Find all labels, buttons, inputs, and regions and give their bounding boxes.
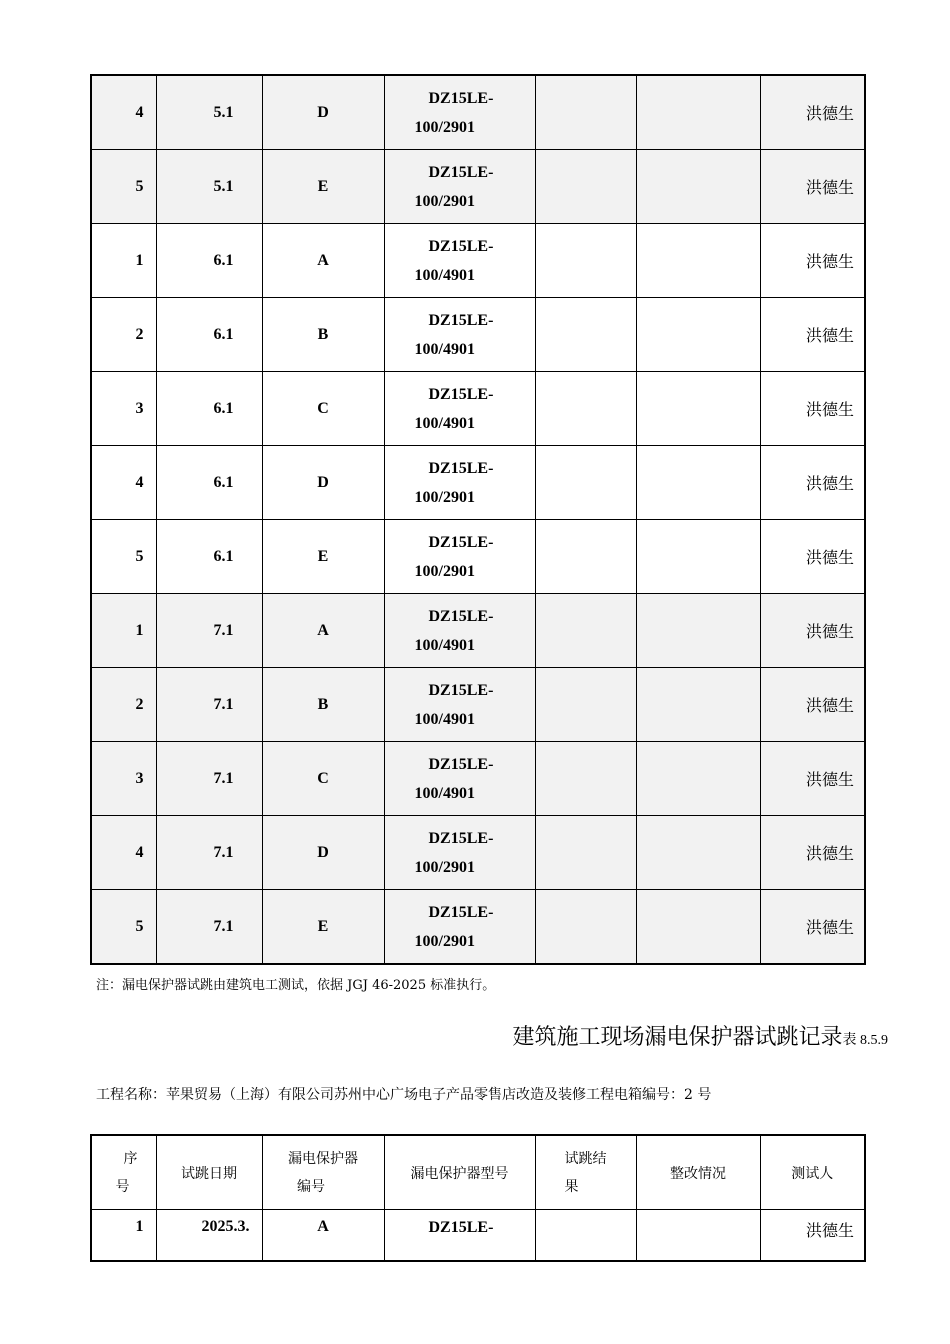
cell-tester: 洪德生 [760, 75, 865, 150]
cell-date: 5.1 [156, 150, 262, 224]
table-row [91, 816, 865, 890]
table-row [91, 594, 865, 668]
cell-seq: 3 [91, 742, 156, 816]
cell-breaker-no: A [262, 594, 384, 668]
cell-breaker-no: B [262, 668, 384, 742]
model-line-2: 100/2901 [414, 192, 475, 210]
table-header-row [91, 1135, 865, 1210]
cell-breaker-no: D [262, 75, 384, 150]
cell-result [535, 75, 636, 150]
cell-seq: 1 [91, 1210, 156, 1262]
cell-breaker-no: E [262, 150, 384, 224]
document-title [512, 1020, 888, 1051]
model-line-2: 100/4901 [414, 414, 475, 432]
table-row [91, 446, 865, 520]
cell-rectification [636, 520, 760, 594]
cell-result [535, 150, 636, 224]
cell-date: 6.1 [156, 298, 262, 372]
model-line-1: DZ15LE- [428, 163, 494, 181]
cell-rectification [636, 668, 760, 742]
cell-model [384, 520, 535, 594]
model-line-1: DZ15LE- [428, 903, 494, 921]
model-line-2: 100/4901 [414, 340, 475, 358]
title-text: 建筑施工现场漏电保护器试跳记录 [512, 1025, 843, 1050]
cell-seq: 4 [91, 446, 156, 520]
model-line-2: 100/2901 [414, 562, 475, 580]
cell-tester: 洪德生 [760, 224, 865, 298]
cell-model [384, 742, 535, 816]
table-row [91, 890, 865, 965]
cell-date: 6.1 [156, 520, 262, 594]
cell-breaker-no: D [262, 446, 384, 520]
cell-date: 6.1 [156, 224, 262, 298]
cell-tester: 洪德生 [760, 372, 865, 446]
header-tester: 测试人 [760, 1135, 865, 1210]
cell-breaker-no: D [262, 816, 384, 890]
header-result-l1: 试跳结 [564, 1150, 607, 1167]
table-body [91, 75, 865, 964]
cell-model [384, 224, 535, 298]
header-result [535, 1135, 636, 1210]
cell-rectification [636, 742, 760, 816]
trip-test-table [90, 1134, 866, 1262]
project-info: 工程名称：苹果贸易（上海）有限公司苏州中心广场电子产品零售店改造及装修工程电箱编号：2 号 [96, 1087, 712, 1103]
cell-result [535, 1210, 636, 1262]
table-row [91, 150, 865, 224]
cell-result [535, 668, 636, 742]
header-breaker-no-l1: 漏电保护器 [288, 1150, 358, 1167]
model-line-2: 100/4901 [414, 784, 475, 802]
cell-tester: 洪德生 [760, 1210, 865, 1262]
cell-rectification [636, 298, 760, 372]
cell-breaker-no: A [262, 1210, 384, 1262]
cell-result [535, 816, 636, 890]
header-breaker-no [262, 1135, 384, 1210]
cell-tester: 洪德生 [760, 742, 865, 816]
cell-date: 7.1 [156, 668, 262, 742]
table-row [91, 298, 865, 372]
model-line-2: 100/2901 [414, 118, 475, 136]
header-date: 试跳日期 [156, 1135, 262, 1210]
header-seq-l1: 序 [123, 1150, 138, 1167]
cell-result [535, 298, 636, 372]
model-line-1: DZ15LE- [428, 459, 494, 477]
cell-date: 7.1 [156, 594, 262, 668]
cell-breaker-no: E [262, 520, 384, 594]
cell-seq: 1 [91, 224, 156, 298]
cell-model [384, 298, 535, 372]
model-line-2: 100/4901 [414, 636, 475, 654]
cell-model [384, 594, 535, 668]
cell-rectification [636, 75, 760, 150]
cell-result [535, 594, 636, 668]
cell-tester: 洪德生 [760, 446, 865, 520]
cell-seq: 4 [91, 75, 156, 150]
cell-rectification [636, 446, 760, 520]
cell-result [535, 890, 636, 965]
cell-model: DZ15LE- [384, 1210, 535, 1262]
cell-rectification [636, 224, 760, 298]
cell-result [535, 520, 636, 594]
cell-tester: 洪德生 [760, 150, 865, 224]
header-seq [91, 1135, 156, 1210]
cell-seq: 2 [91, 668, 156, 742]
model-line-1: DZ15LE- [428, 311, 494, 329]
cell-model [384, 150, 535, 224]
table-row [91, 520, 865, 594]
cell-seq: 4 [91, 816, 156, 890]
model-line-2: 100/4901 [414, 266, 475, 284]
cell-rectification [636, 1210, 760, 1262]
model-line-2: 100/2901 [414, 932, 475, 950]
cell-seq: 5 [91, 150, 156, 224]
cell-result [535, 446, 636, 520]
trip-test-table-continued [90, 74, 866, 965]
cell-date: 6.1 [156, 372, 262, 446]
form-code: 表 8.5.9 [842, 1033, 888, 1048]
cell-rectification [636, 150, 760, 224]
cell-date: 5.1 [156, 75, 262, 150]
cell-seq: 3 [91, 372, 156, 446]
model-line-1: DZ15LE- [428, 237, 494, 255]
table-row [91, 75, 865, 150]
model-line-1: DZ15LE- [428, 89, 494, 107]
table-row [91, 224, 865, 298]
header-result-l2: 果 [564, 1178, 579, 1195]
cell-date: 7.1 [156, 890, 262, 965]
table-row [91, 742, 865, 816]
cell-tester: 洪德生 [760, 520, 865, 594]
cell-breaker-no: E [262, 890, 384, 965]
cell-tester: 洪德生 [760, 890, 865, 965]
cell-model [384, 816, 535, 890]
model-line-1: DZ15LE- [428, 607, 494, 625]
cell-model [384, 75, 535, 150]
cell-seq: 5 [91, 520, 156, 594]
model-line-1: DZ15LE- [428, 533, 494, 551]
cell-tester: 洪德生 [760, 594, 865, 668]
cell-rectification [636, 372, 760, 446]
cell-model [384, 890, 535, 965]
cell-date: 7.1 [156, 816, 262, 890]
model-line-1: DZ15LE- [428, 681, 494, 699]
header-rectification: 整改情况 [636, 1135, 760, 1210]
cell-breaker-no: C [262, 372, 384, 446]
cell-model [384, 446, 535, 520]
cell-rectification [636, 594, 760, 668]
model-line-1: DZ15LE- [428, 755, 494, 773]
cell-breaker-no: B [262, 298, 384, 372]
header-model: 漏电保护器型号 [384, 1135, 535, 1210]
cell-result [535, 372, 636, 446]
model-line-2: 100/2901 [414, 858, 475, 876]
cell-tester: 洪德生 [760, 816, 865, 890]
cell-model [384, 372, 535, 446]
cell-rectification [636, 816, 760, 890]
cell-breaker-no: A [262, 224, 384, 298]
cell-breaker-no: C [262, 742, 384, 816]
cell-date: 7.1 [156, 742, 262, 816]
cell-result [535, 224, 636, 298]
cell-date: 6.1 [156, 446, 262, 520]
model-line-1: DZ15LE- [428, 829, 494, 847]
table-row [91, 668, 865, 742]
table-row [91, 372, 865, 446]
cell-result [535, 742, 636, 816]
cell-tester: 洪德生 [760, 298, 865, 372]
table-row [91, 1210, 865, 1262]
cell-rectification [636, 890, 760, 965]
header-breaker-no-l2: 编号 [297, 1178, 325, 1195]
model-line-2: 100/4901 [414, 710, 475, 728]
model-line-2: 100/2901 [414, 488, 475, 506]
cell-model [384, 668, 535, 742]
cell-seq: 2 [91, 298, 156, 372]
footnote: 注：漏电保护器试跳由建筑电工测试，依据 JGJ 46-2025 标准执行。 [96, 978, 496, 993]
cell-seq: 1 [91, 594, 156, 668]
cell-date: 2025.3. [156, 1210, 262, 1262]
cell-seq: 5 [91, 890, 156, 965]
header-seq-l2: 号 [115, 1178, 130, 1195]
model-line-1: DZ15LE- [428, 385, 494, 403]
cell-tester: 洪德生 [760, 668, 865, 742]
